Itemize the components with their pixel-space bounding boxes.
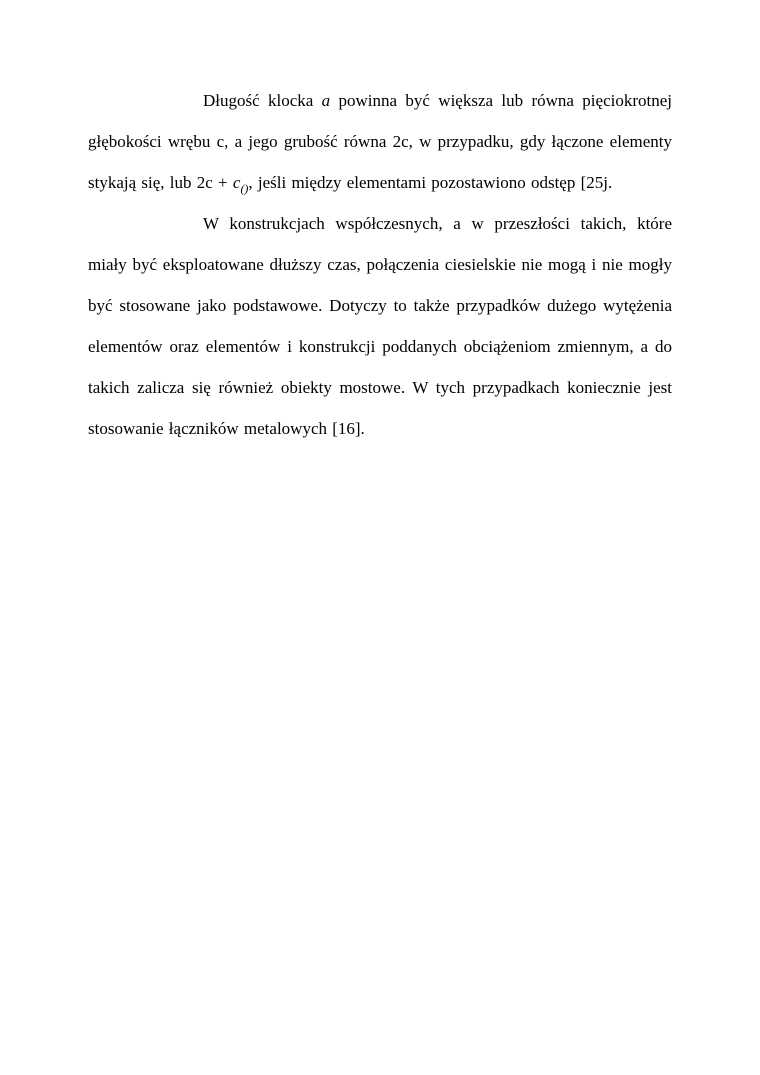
- text-segment: , jeśli między elementami pozostawiono odstęp [25j.: [248, 173, 613, 192]
- paragraph-2: W konstrukcjach współczesnych, a w przeszłości takich, które miały być eksploatowane dłuższy czas, połączenia ciesielskie nie mogą i nie mogły być stosowane jako podstawowe. Dotyczy to także przypadków dużego wytężenia elementów oraz elementów i konstrukcji poddanych obciążeniom zmiennym, a do takich zalicza się również obiekty mostowe. W tych przypadkach koniecznie jest stosowanie łączników metalowych [16].: [88, 214, 672, 438]
- paragraph-1: [88, 80, 672, 203]
- text-segment: Długość klocka: [203, 91, 322, 110]
- variable-c-italic: c: [232, 173, 241, 192]
- subscript-parentheses: (): [240, 181, 249, 196]
- variable-a-italic: a: [321, 91, 331, 110]
- text-segment: powinna być większa lub równa pięciokrotnej głębokości wrębu c, a jego grubość równa 2c, w przypadku, gdy łączone elementy stykają się, lub 2c +: [88, 91, 672, 192]
